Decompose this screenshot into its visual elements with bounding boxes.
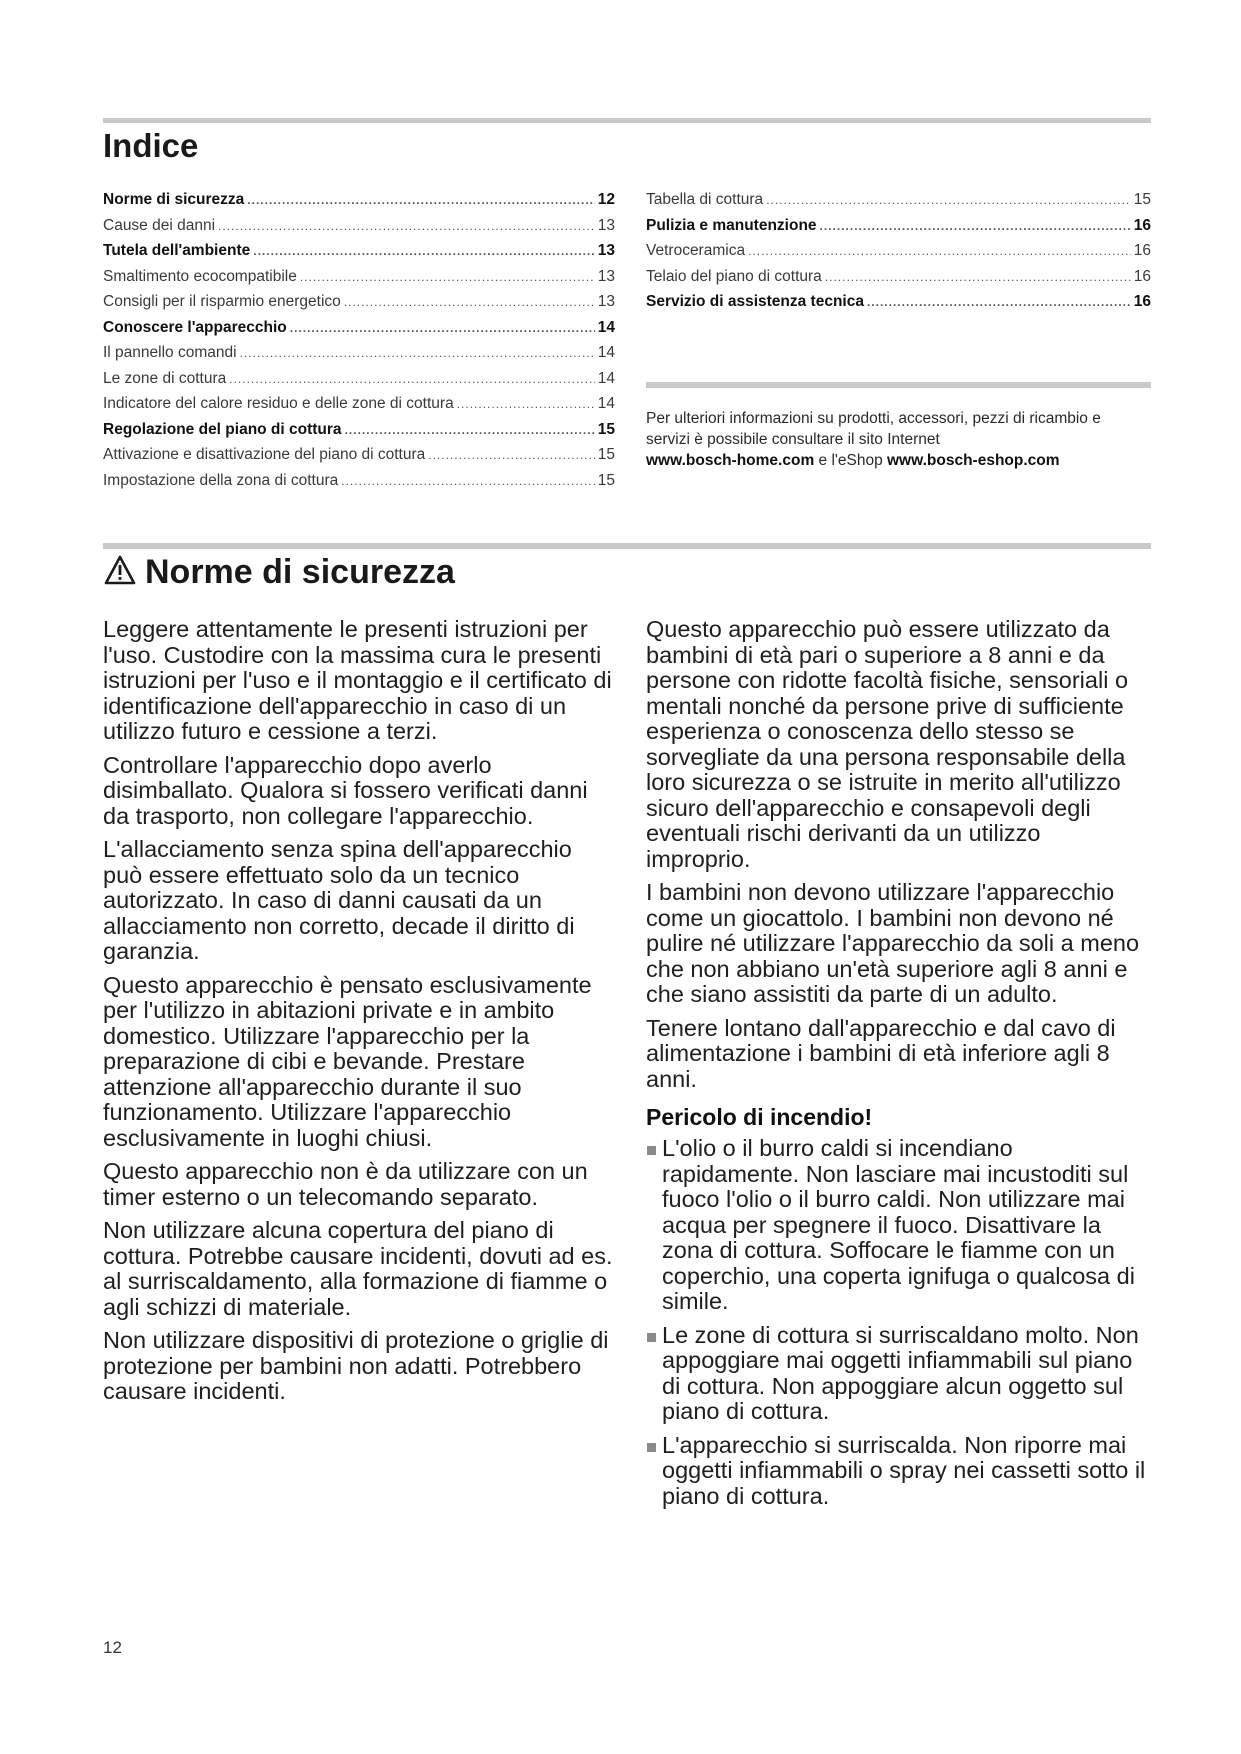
toc-entry[interactable]: Telaio del piano di cottura ..... 16 [646, 268, 1151, 294]
paragraph: Questo apparecchio non è da utilizzare con un timer esterno o un telecomando separato. [103, 1158, 588, 1210]
toc-entry[interactable]: Impostazione della zona di cottura ..... 15 [103, 472, 615, 498]
toc-entry[interactable]: Il pannello comandi ..... 14 [103, 344, 615, 370]
toc-entry[interactable]: Le zone di cottura ..... 14 [103, 370, 615, 396]
fire-heading: Pericolo di incendio! [646, 1104, 873, 1130]
toc-entry[interactable]: Cause dei danni ..... 13 [103, 217, 615, 243]
paragraph: Tenere lontano dall'apparecchio e dal cavo di alimentazione i bambini di età inferiore agli 8 anni. [646, 1014, 1116, 1092]
paragraph: Questo apparecchio è pensato esclusivamente per l'utilizzo in abitazioni private e in ambito domestico. Utilizzare l'apparecchio per la preparazione di cibi e bevande. Prestare attenzione all'apparecchio durante il suo funzionamento. Utilizzare l'apparecchio esclusivamente in luoghi chiusi. [103, 971, 592, 1151]
toc-left [103, 191, 615, 497]
toc-entry[interactable]: Attivazione e disattivazione del piano di cottura ..... 15 [103, 446, 615, 472]
info-rule [646, 382, 1151, 388]
info-note: Per ulteriori informazioni su prodotti, accessori, pezzi di ricambio e servizi è possibile consultare il sito Internet www.bosch-home.com e l'eShop www.bosch-eshop.com [646, 410, 1101, 469]
warning-icon [103, 554, 137, 586]
toc-entry[interactable]: Conoscere l'apparecchio ..... 14 [103, 319, 615, 345]
paragraph: Non utilizzare alcuna copertura del piano di cottura. Potrebbe causare incidenti, dovuti ad es. al surriscaldamento, alla formazione di fiamme o agli schizzi di materiale. [103, 1217, 613, 1320]
paragraph: I bambini non devono utilizzare l'apparecchio come un giocattolo. I bambini non devono né pulire né utilizzare l'apparecchio da soli a meno che non abbiano un'età superiore agli 8 anni e che siano assistiti da parte di un adulto. [646, 879, 1140, 1007]
top-rule [103, 118, 1151, 123]
toc-entry[interactable]: Servizio di assistenza tecnica ..... 16 [646, 293, 1151, 319]
toc-entry[interactable]: Tutela dell'ambiente ..... 13 [103, 242, 615, 268]
paragraph: L'allacciamento senza spina dell'apparecchio può essere effettuato solo da un tecnico autorizzato. In caso di danni causati da un allacciamento non corretto, decade il diritto di garanzia. [103, 836, 575, 964]
section-rule [103, 543, 1151, 549]
toc-entry[interactable]: Tabella di cottura ..... 15 [646, 191, 1151, 217]
bosch-eshop-link[interactable]: www.bosch-eshop.com [887, 452, 1060, 469]
paragraph: Questo apparecchio può essere utilizzato da bambini di età pari o superiore a 8 anni e da persone con ridotte facoltà fisiche, sensoriali o mentali nonché da persone prive di sufficiente esperienza o conoscenza dello stesso se sorvegliate da una persona responsabile della loro sicurezza o se istruite in merito all'utilizzo sicuro dell'apparecchio e consapevoli degli eventuali rischi derivanti da un utilizzo improprio. [646, 616, 1129, 872]
paragraph: Leggere attentamente le presenti istruzioni per l'uso. Custodire con la massima cura le presenti istruzioni per l'uso e il montaggio e il certificato di identificazione dell'apparecchio in caso di un utilizzo futuro e cessione a terzi. [103, 616, 612, 744]
toc-entry[interactable]: Consigli per il risparmio energetico ..... 13 [103, 293, 615, 319]
bullet-item: L'olio o il burro caldi si incendiano rapidamente. Non lasciare mai incustoditi sul fuoco l'olio o il burro caldi. Non utilizzare mai acqua per spegnere il fuoco. Disattivare la zona di cottura. Soffocare le fiamme con un coperchio, una coperta ignifuga o qualcosa di simile. [646, 1136, 1151, 1315]
toc-entry[interactable]: Smaltimento ecocompatibile ..... 13 [103, 268, 615, 294]
bullet-item: Le zone di cottura si surriscaldano molto. Non appoggiare mai oggetti infiammabili sul piano di cottura. Non appoggiare alcun oggetto sul piano di cottura. [646, 1323, 1151, 1425]
toc-entry[interactable]: Regolazione del piano di cottura ..... 15 [103, 421, 615, 447]
page-number: 12 [103, 1638, 122, 1657]
toc-entry[interactable]: Norme di sicurezza ..... 12 [103, 191, 615, 217]
toc-entry[interactable]: Indicatore del calore residuo e delle zone di cottura ..... 14 [103, 395, 615, 421]
index-title: Indice [103, 127, 199, 164]
bullet-item: L'apparecchio si surriscalda. Non riporre mai oggetti infiammabili o spray nei cassetti sotto il piano di cottura. [646, 1433, 1151, 1510]
paragraph: Controllare l'apparecchio dopo averlo disimballato. Qualora si fossero verificati danni da trasporto, non collegare l'apparecchio. [103, 751, 588, 829]
toc-right [646, 191, 1151, 319]
toc-entry[interactable]: Pulizia e manutenzione ..... 16 [646, 217, 1151, 243]
bosch-home-link[interactable]: www.bosch-home.com [646, 452, 815, 469]
safety-right-column [646, 617, 1151, 1517]
safety-left-column [103, 617, 613, 1413]
safety-title: Norme di sicurezza [103, 553, 455, 592]
toc-entry[interactable]: Vetroceramica ..... 16 [646, 242, 1151, 268]
paragraph: Non utilizzare dispositivi di protezione o griglie di protezione per bambini non adatti. Potrebbero causare incidenti. [103, 1327, 609, 1404]
